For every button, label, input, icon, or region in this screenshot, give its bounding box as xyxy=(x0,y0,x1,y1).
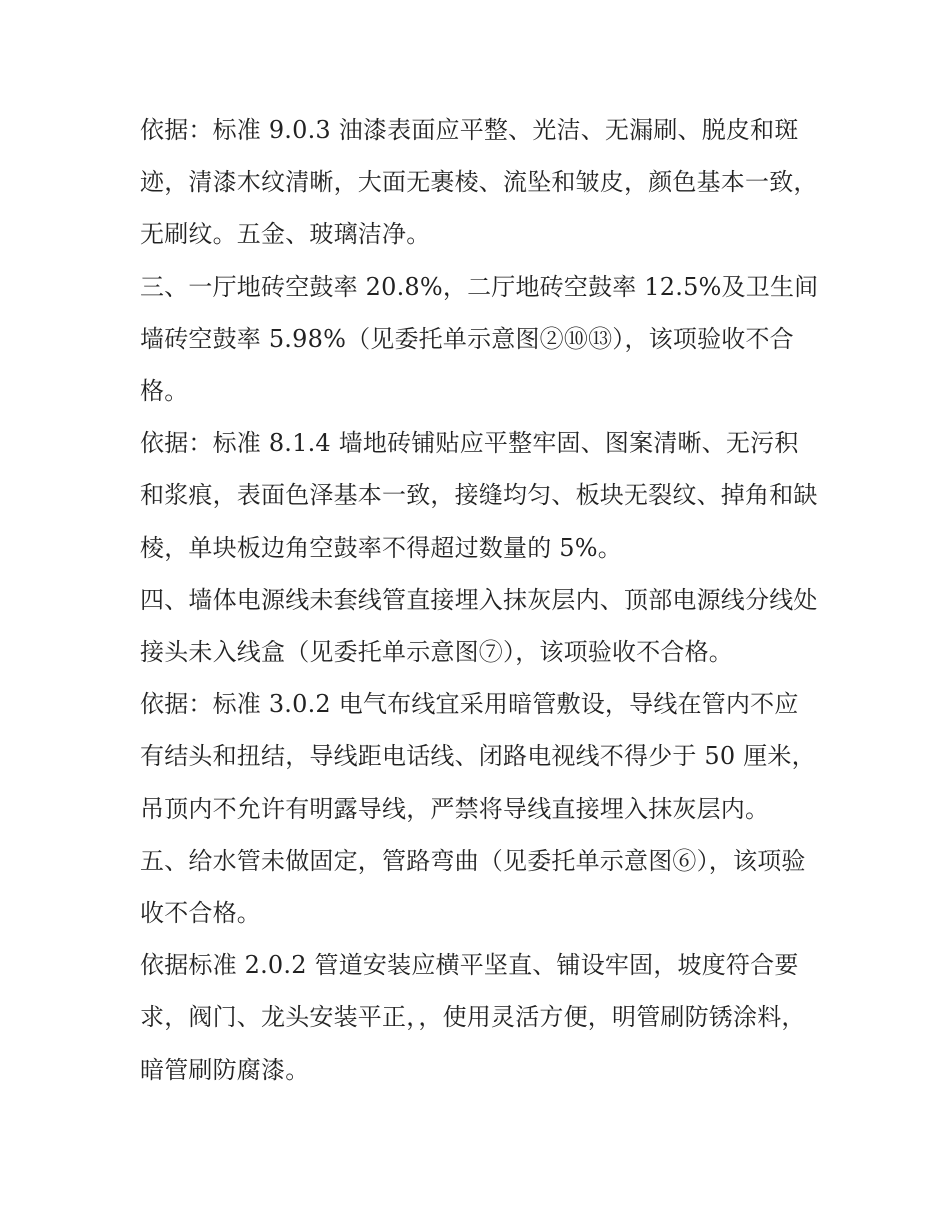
paragraph-basis-painting: 依据：标准 9.0.3 油漆表面应平整、光洁、无漏刷、脱皮和斑迹，清漆木纹清晰，大面无裹棱、流坠和皱皮，颜色基本一致，无刷纹。五金、玻璃洁净。 xyxy=(140,116,818,249)
paragraph-item-5-water-pipe: 五、给水管未做固定，管路弯曲（见委托单示意图⑥），该项验收不合格。 xyxy=(140,846,806,928)
paragraph-basis-tiling: 依据：标准 8.1.4 墙地砖铺贴应平整牢固、图案清晰、无污积和浆痕，表面色泽基本一致，接缝均匀、板块无裂纹、掉角和缺棱，单块板边角空鼓率不得超过数量的 5%。 xyxy=(140,429,818,562)
paragraph-item-4-electrical-wiring: 四、墙体电源线未套线管直接埋入抹灰层内、顶部电源线分线处接头未入线盒（见委托单示意图⑦），该项验收不合格。 xyxy=(140,585,818,667)
paragraph-basis-electrical: 依据：标准 3.0.2 电气布线宜采用暗管敷设，导线在管内不应有结头和扭结，导线距电话线、闭路电视线不得少于 50 厘米，吊顶内不允许有明露导线，严禁将导线直接埋入抹灰层内。 xyxy=(140,690,816,823)
document-body xyxy=(140,104,820,1096)
paragraph-basis-piping: 依据标准 2.0.2 管道安装应横平坚直、铺设牢固，坡度符合要求，阀门、龙头安装平正，，使用灵活方便，明管刷防锈涂料，暗管刷防腐漆。 xyxy=(140,951,806,1084)
paragraph-item-3-tile-hollowness: 三、一厅地砖空鼓率 20.8%，二厅地砖空鼓率 12.5%及卫生间墙砖空鼓率 5.98%（见委托单示意图②⑩⑬），该项验收不合格。 xyxy=(140,272,819,406)
